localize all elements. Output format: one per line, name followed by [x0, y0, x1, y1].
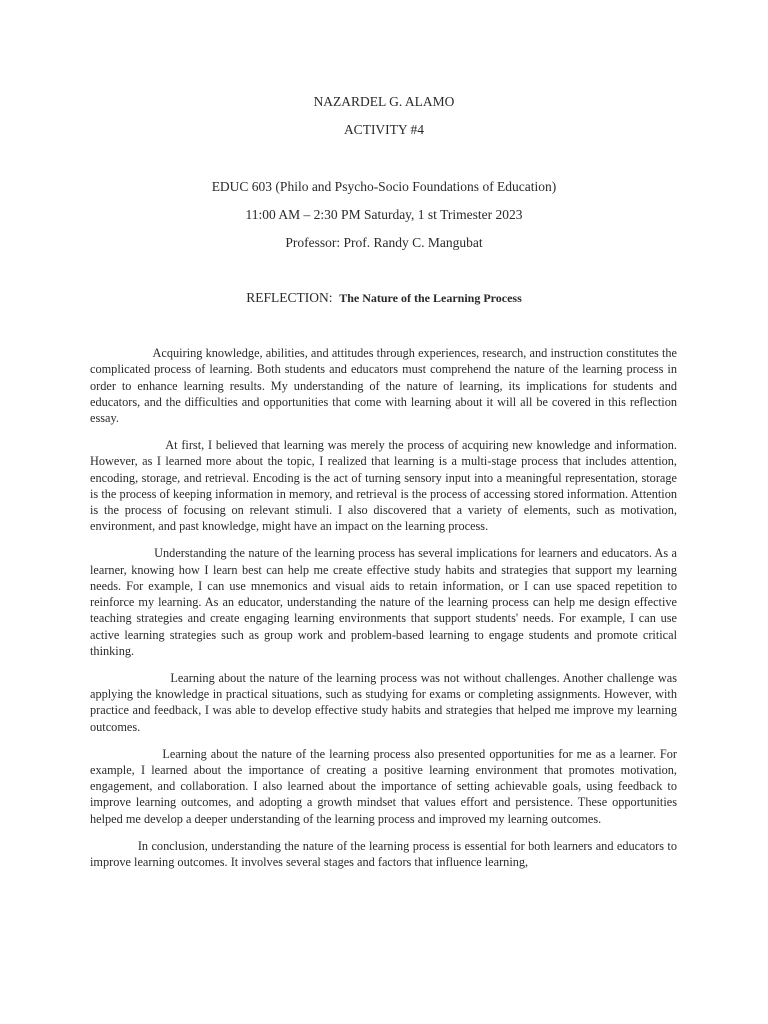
reflection-label: REFLECTION: [246, 290, 333, 305]
essay-paragraph: In conclusion, understanding the nature of the learning process is essential for both learners and educators to improve learning outcomes. It involves several stages and factors that influence learning, [90, 838, 677, 869]
reflection-heading [0, 290, 768, 306]
reflection-title: The Nature of the Learning Process [339, 291, 522, 305]
essay-paragraph: At first, I believed that learning was merely the process of acquiring new knowledge and information. However, as I learned more about the topic, I realized that learning is a multi-stage process that includes attention, encoding, storage, and retrieval. Encoding is the act of turning sensory input into a meaningful representation, storage is the process of keeping information in memory, and retrieval is the process of accessing stored information. Attention is the process of focusing on relevant stimuli. I also discovered that a variety of elements, such as motivation, environment, and past knowledge, might have an impact on the learning process. [90, 437, 677, 534]
essay-paragraph: Acquiring knowledge, abilities, and attitudes through experiences, research, and instruction constitutes the complicated process of learning. Both students and educators must comprehend the nature of the learning process in order to enhance learning results. My understanding of the nature of learning, its implications for students and educators, and the difficulties and opportunities that come with learning about it will all be covered in this reflection essay. [90, 346, 677, 426]
essay-paragraph: Understanding the nature of the learning process has several implications for learners and educators. As a learner, knowing how I learn best can help me create effective study habits and strategies that support my learning needs. For example, I can use mnemonics and visual aids to retain information, or I can use spaced repetition to reinforce my learning. As an educator, understanding the nature of the learning process can help me design effective teaching strategies and create engaging learning environments that support students' needs. For example, I can use active learning strategies such as group work and problem-based learning to engage students and promote critical thinking. [90, 546, 677, 659]
essay-paragraph: Learning about the nature of the learning process also presented opportunities for me as a learner. For example, I learned about the importance of creating a positive learning environment that promotes motivation, engagement, and collaboration. I also learned about the importance of setting achievable goals, using feedback to improve learning outcomes, and adopting a growth mindset that values effort and persistence. These opportunities helped me develop a deeper understanding of the learning process and improved my learning outcomes. [90, 746, 677, 826]
essay-body [90, 345, 677, 881]
class-schedule: 11:00 AM – 2:30 PM Saturday, 1 st Trimester 2023 [245, 207, 523, 222]
essay-paragraph: Learning about the nature of the learning process was not without challenges. Another challenge was applying the knowledge in practical situations, such as studying for exams or completing assignments. However, with practice and feedback, I was able to develop effective study habits and strategies that helped me improve my learning outcomes. [90, 670, 677, 734]
course-title: EDUC 603 (Philo and Psycho-Socio Foundations of Education) [211, 179, 557, 194]
professor-line: Professor: Prof. Randy C. Mangubat [285, 235, 483, 250]
author-name: NAZARDEL G. ALAMO [313, 94, 455, 109]
activity-number: ACTIVITY #4 [343, 122, 425, 137]
